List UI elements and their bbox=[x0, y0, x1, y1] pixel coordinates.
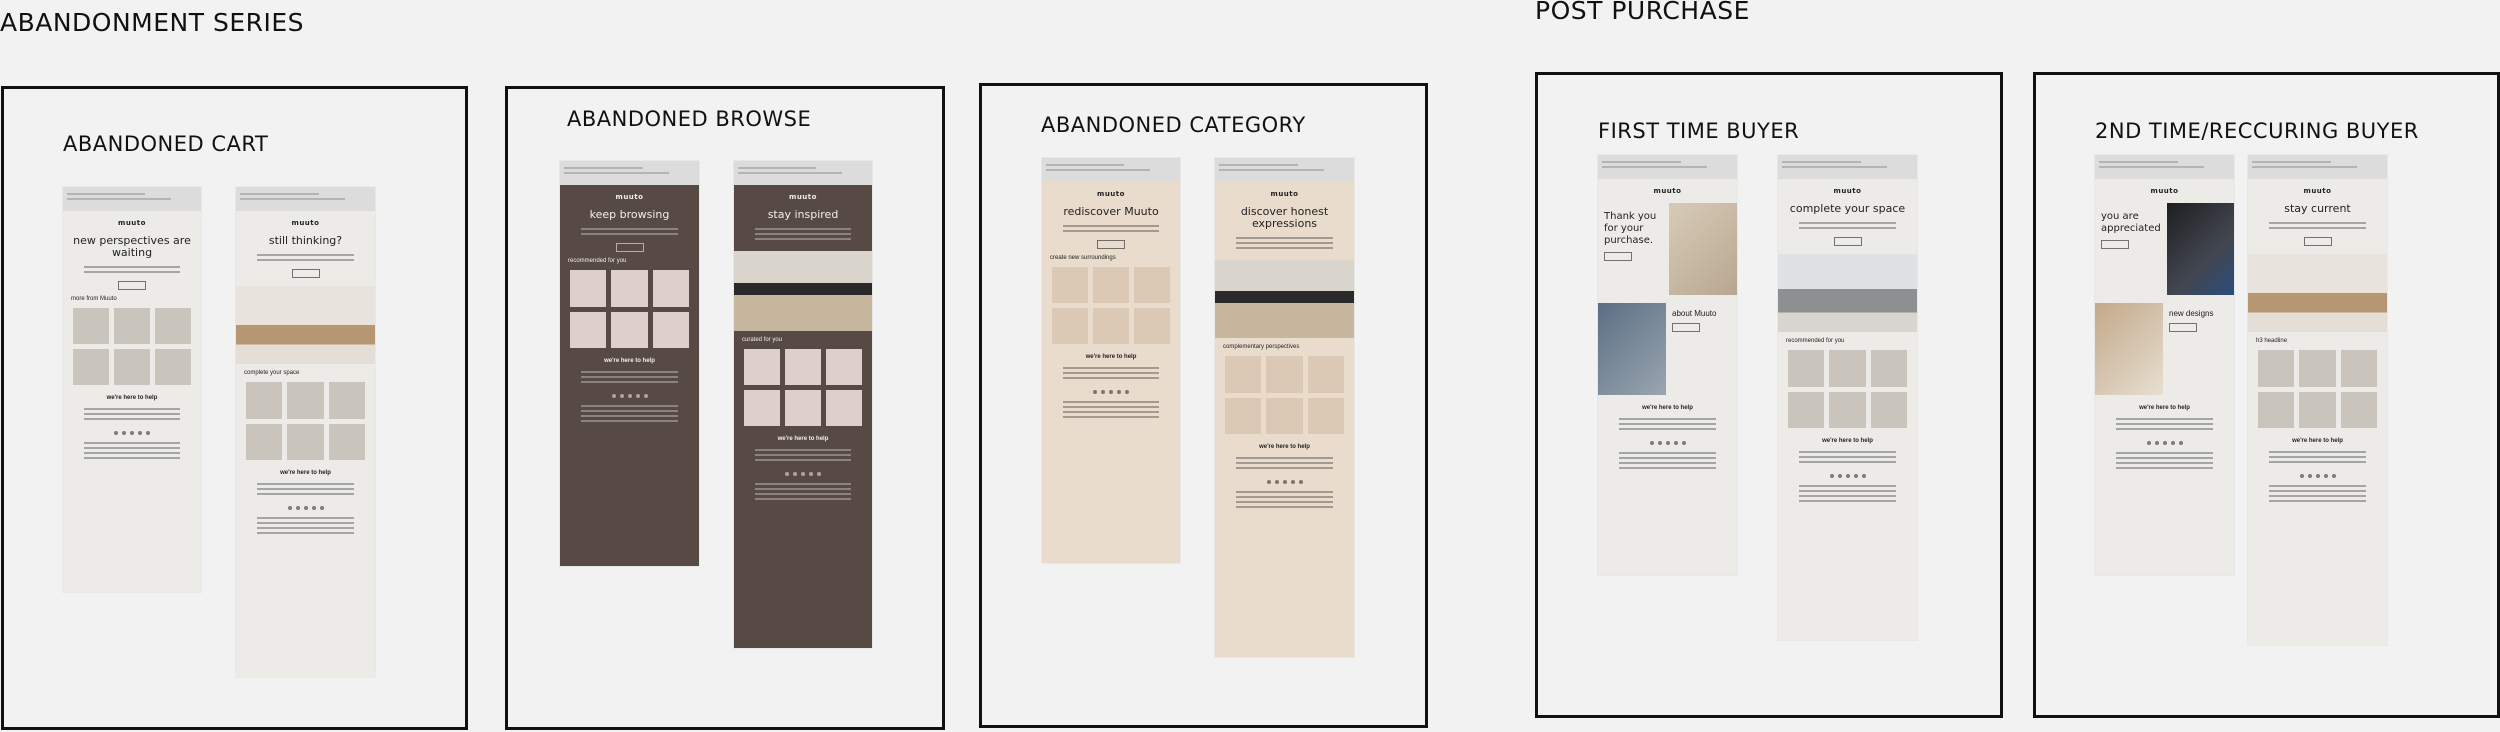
product-tile[interactable] bbox=[826, 390, 862, 426]
product-tile[interactable] bbox=[1829, 350, 1866, 387]
hero-image bbox=[734, 251, 872, 331]
body-copy bbox=[257, 251, 354, 264]
feature-image bbox=[2095, 303, 2163, 395]
help-copy bbox=[1063, 364, 1160, 382]
body-copy bbox=[84, 263, 181, 276]
product-grid bbox=[1052, 267, 1171, 344]
product-tile[interactable] bbox=[329, 424, 366, 461]
cta-button[interactable] bbox=[292, 269, 320, 278]
board-title-first-time-buyer: FIRST TIME BUYER bbox=[1598, 119, 1800, 143]
help-copy bbox=[84, 405, 181, 423]
product-tile[interactable] bbox=[2341, 392, 2378, 429]
product-tile[interactable] bbox=[1788, 392, 1825, 429]
legal-copy bbox=[1236, 488, 1333, 511]
email-headline: discover honest expressions bbox=[1240, 205, 1329, 230]
section-heading: complete your space bbox=[244, 370, 300, 376]
product-tile[interactable] bbox=[2299, 350, 2336, 387]
cta-button[interactable] bbox=[118, 281, 146, 290]
email-headline: stay inspired bbox=[767, 208, 839, 221]
section-heading: curated for you bbox=[742, 337, 783, 343]
help-heading: we're here to help bbox=[106, 395, 158, 402]
product-tile[interactable] bbox=[653, 270, 690, 307]
product-tile[interactable] bbox=[826, 349, 862, 385]
new-designs-block bbox=[2095, 303, 2234, 395]
product-tile[interactable] bbox=[1308, 398, 1345, 435]
product-tile[interactable] bbox=[155, 349, 191, 385]
brand-logo: muuto bbox=[118, 219, 146, 227]
product-tile[interactable] bbox=[1829, 392, 1866, 429]
brand-logo: muuto bbox=[615, 193, 644, 201]
help-heading: we're here to help bbox=[1259, 444, 1310, 451]
body-copy bbox=[1799, 219, 1896, 232]
product-tile[interactable] bbox=[1052, 267, 1088, 303]
brand-logo: muuto bbox=[789, 193, 817, 201]
hero-image bbox=[236, 286, 375, 364]
product-tile[interactable] bbox=[114, 308, 150, 344]
email-first-1 bbox=[1598, 155, 1737, 575]
product-tile[interactable] bbox=[246, 382, 283, 419]
social-links bbox=[785, 472, 821, 476]
body-copy bbox=[1063, 222, 1160, 235]
product-grid bbox=[73, 308, 192, 385]
intro-block bbox=[1598, 203, 1737, 295]
help-copy bbox=[257, 480, 354, 498]
help-copy bbox=[2269, 448, 2366, 466]
help-heading: we're here to help bbox=[2139, 405, 2190, 411]
product-tile[interactable] bbox=[1266, 356, 1303, 393]
email-preheader bbox=[2248, 155, 2387, 179]
product-tile[interactable] bbox=[1225, 398, 1262, 435]
product-grid bbox=[2258, 350, 2378, 428]
board-title-abandoned-cart: ABANDONED CART bbox=[63, 132, 269, 156]
body-copy bbox=[755, 225, 852, 243]
body-copy bbox=[2269, 219, 2366, 232]
legal-copy bbox=[581, 402, 678, 425]
product-tile[interactable] bbox=[611, 312, 648, 349]
product-tile[interactable] bbox=[744, 349, 780, 385]
social-links bbox=[114, 431, 150, 435]
social-links bbox=[1650, 441, 1686, 445]
social-links bbox=[1093, 390, 1129, 394]
product-tile[interactable] bbox=[1266, 398, 1303, 435]
email-category-2 bbox=[1215, 158, 1354, 657]
product-tile[interactable] bbox=[1308, 356, 1345, 393]
cta-button[interactable] bbox=[616, 243, 644, 252]
brand-logo: muuto bbox=[2303, 187, 2332, 195]
product-grid bbox=[1788, 350, 1908, 428]
help-heading: we're here to help bbox=[280, 470, 331, 477]
legal-copy bbox=[84, 439, 181, 462]
email-preheader bbox=[2095, 155, 2234, 179]
help-copy bbox=[581, 368, 678, 386]
post-purchase-heading: POST PURCHASE bbox=[1535, 0, 1750, 25]
help-copy bbox=[1799, 448, 1896, 466]
help-heading: we're here to help bbox=[604, 358, 655, 365]
email-recur-1 bbox=[2095, 155, 2234, 575]
email-headline: you are appreciated bbox=[2101, 211, 2161, 234]
email-headline: new perspectives are waiting bbox=[73, 234, 191, 259]
social-links bbox=[2300, 474, 2336, 478]
hero-image bbox=[1778, 254, 1917, 332]
product-grid bbox=[1225, 356, 1345, 434]
email-headline: stay current bbox=[2284, 202, 2351, 215]
hero-image bbox=[2248, 254, 2387, 332]
product-grid bbox=[570, 270, 690, 348]
social-links bbox=[1830, 474, 1866, 478]
product-tile[interactable] bbox=[287, 382, 324, 419]
board-title-abandoned-browse: ABANDONED BROWSE bbox=[567, 107, 812, 131]
brand-logo: muuto bbox=[2150, 187, 2179, 195]
legal-copy bbox=[1799, 482, 1896, 505]
help-copy bbox=[755, 446, 852, 464]
email-headline: keep browsing bbox=[589, 208, 670, 221]
product-tile[interactable] bbox=[246, 424, 283, 461]
board-title-abandoned-category: ABANDONED CATEGORY bbox=[1041, 113, 1306, 137]
product-tile[interactable] bbox=[1134, 308, 1170, 344]
product-tile[interactable] bbox=[1871, 392, 1908, 429]
product-tile[interactable] bbox=[2299, 392, 2336, 429]
product-tile[interactable] bbox=[1788, 350, 1825, 387]
email-preheader bbox=[1778, 155, 1917, 179]
section-heading: new designs bbox=[2169, 309, 2214, 318]
email-headline: complete your space bbox=[1789, 202, 1906, 215]
email-cart-2 bbox=[236, 187, 375, 677]
help-heading: we're here to help bbox=[2292, 438, 2343, 445]
product-tile[interactable] bbox=[570, 312, 607, 349]
legal-copy bbox=[2116, 449, 2213, 472]
brand-logo: muuto bbox=[1270, 190, 1299, 198]
product-grid bbox=[246, 382, 366, 460]
product-tile[interactable] bbox=[785, 390, 821, 426]
email-cart-1 bbox=[63, 187, 201, 592]
legal-copy bbox=[1063, 398, 1160, 421]
body-copy bbox=[581, 225, 678, 238]
product-tile[interactable] bbox=[1225, 356, 1262, 393]
help-heading: we're here to help bbox=[1085, 354, 1137, 361]
legal-copy bbox=[2269, 482, 2366, 505]
help-copy bbox=[1619, 415, 1716, 433]
social-links bbox=[288, 506, 324, 510]
email-preheader bbox=[63, 187, 201, 211]
legal-copy bbox=[755, 480, 852, 503]
email-preheader bbox=[236, 187, 375, 211]
abandonment-series-heading: ABANDONMENT SERIES bbox=[0, 8, 305, 37]
brand-logo: muuto bbox=[1097, 190, 1125, 198]
product-tile[interactable] bbox=[785, 349, 821, 385]
cta-button[interactable] bbox=[1097, 240, 1125, 249]
legal-copy bbox=[1619, 449, 1716, 472]
product-tile[interactable] bbox=[73, 308, 109, 344]
email-preheader bbox=[1042, 158, 1180, 182]
section-heading: h3 headline bbox=[2256, 338, 2288, 344]
section-heading: recommended for you bbox=[568, 258, 627, 264]
email-preheader bbox=[560, 161, 699, 185]
product-tile[interactable] bbox=[1093, 308, 1129, 344]
cta-button[interactable] bbox=[2169, 323, 2197, 332]
cta-button[interactable] bbox=[1834, 237, 1862, 246]
product-grid bbox=[744, 349, 863, 426]
product-tile[interactable] bbox=[611, 270, 648, 307]
product-tile[interactable] bbox=[155, 308, 191, 344]
cta-button[interactable] bbox=[2304, 237, 2332, 246]
product-tile[interactable] bbox=[1871, 350, 1908, 387]
section-heading: create new surroundings bbox=[1050, 255, 1116, 261]
cta-button[interactable] bbox=[1672, 323, 1700, 332]
product-tile[interactable] bbox=[287, 424, 324, 461]
body-copy bbox=[1236, 234, 1333, 252]
email-recur-2 bbox=[2248, 155, 2387, 645]
product-tile[interactable] bbox=[2258, 350, 2295, 387]
help-copy bbox=[1236, 454, 1333, 472]
email-browse-1 bbox=[560, 161, 699, 566]
product-tile[interactable] bbox=[114, 349, 150, 385]
email-preheader bbox=[734, 161, 872, 185]
about-block bbox=[1598, 303, 1737, 395]
brand-logo: muuto bbox=[1833, 187, 1862, 195]
help-heading: we're here to help bbox=[1642, 405, 1693, 411]
product-tile[interactable] bbox=[1093, 267, 1129, 303]
section-heading: more from Muuto bbox=[71, 296, 117, 302]
email-first-2 bbox=[1778, 155, 1917, 640]
cta-button[interactable] bbox=[1604, 252, 1632, 261]
product-tile[interactable] bbox=[329, 382, 366, 419]
legal-copy bbox=[257, 514, 354, 537]
product-tile[interactable] bbox=[2341, 350, 2378, 387]
email-category-1 bbox=[1042, 158, 1180, 563]
email-headline: still thinking? bbox=[268, 234, 343, 247]
social-links bbox=[612, 394, 648, 398]
intro-block bbox=[2095, 203, 2234, 295]
help-copy bbox=[2116, 415, 2213, 433]
brand-logo: muuto bbox=[1653, 187, 1682, 195]
social-links bbox=[1267, 480, 1303, 484]
product-tile[interactable] bbox=[2258, 392, 2295, 429]
section-heading: complementary perspectives bbox=[1223, 344, 1300, 350]
product-tile[interactable] bbox=[570, 270, 607, 307]
hero-image bbox=[1215, 260, 1354, 338]
board-title-recurring-buyer: 2ND TIME/RECCURING BUYER bbox=[2095, 119, 2419, 143]
help-heading: we're here to help bbox=[777, 436, 829, 443]
email-headline: Thank you for your purchase. bbox=[1604, 211, 1657, 246]
email-preheader bbox=[1598, 155, 1737, 179]
help-heading: we're here to help bbox=[1822, 438, 1873, 445]
social-links bbox=[2147, 441, 2183, 445]
product-tile[interactable] bbox=[1052, 308, 1088, 344]
email-headline: rediscover Muuto bbox=[1063, 205, 1159, 218]
product-tile[interactable] bbox=[1134, 267, 1170, 303]
about-image bbox=[1598, 303, 1666, 395]
cta-button[interactable] bbox=[2101, 240, 2129, 249]
hero-image bbox=[2167, 203, 2234, 295]
product-tile[interactable] bbox=[73, 349, 109, 385]
product-tile[interactable] bbox=[653, 312, 690, 349]
section-heading: recommended for you bbox=[1786, 338, 1845, 344]
hero-image bbox=[1669, 203, 1737, 295]
email-preheader bbox=[1215, 158, 1354, 182]
product-tile[interactable] bbox=[744, 390, 780, 426]
brand-logo: muuto bbox=[291, 219, 320, 227]
section-heading: about Muuto bbox=[1672, 309, 1717, 318]
email-browse-2 bbox=[734, 161, 872, 648]
